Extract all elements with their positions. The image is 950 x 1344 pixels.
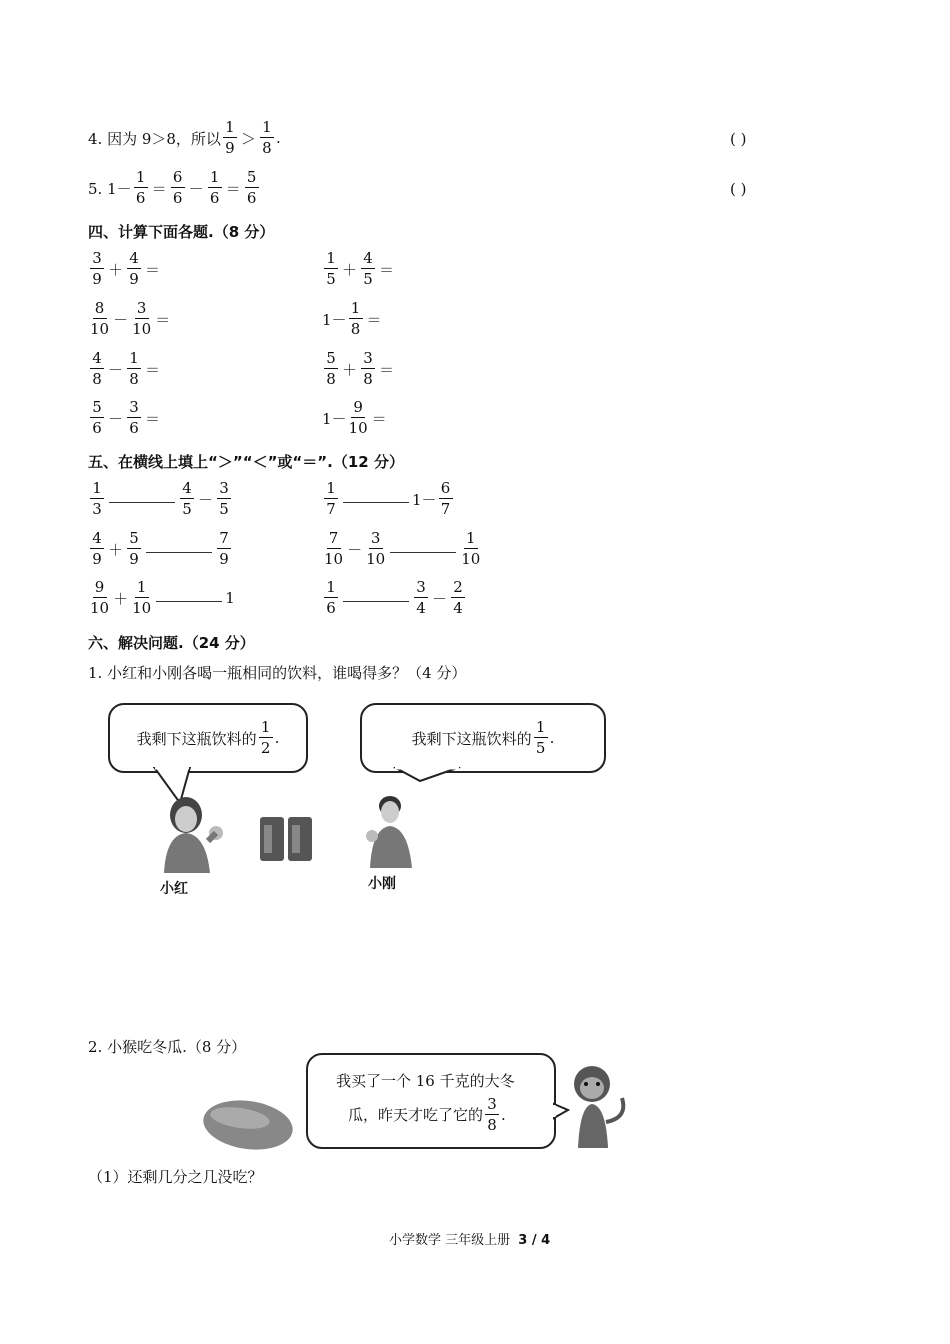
judge-4-prefix: 4. 因为 9＞8，所以 [88, 129, 221, 148]
answer-blank[interactable] [390, 532, 456, 553]
speech-bubble-monkey: 我买了一个 16 千克的大冬 瓜，昨天才吃了它的 $\frac{3}{8}$ . [306, 1053, 556, 1149]
section-5-heading: 五、在横线上填上“＞”“＜”或“＝”.（12 分） [88, 453, 404, 471]
calc-item: $\frac{4}{8}$ － $\frac{1}{8}$ ＝ [88, 351, 162, 387]
answer-blank[interactable] [109, 482, 175, 503]
winter-melon-illustration [200, 1096, 296, 1154]
judge-item-4: 4. 因为 9＞8，所以 $\frac{1}{9}$ ＞ $\frac{1}{8}$ . [88, 118, 281, 157]
footer [389, 1229, 550, 1248]
boy-illustration [360, 792, 420, 868]
fraction: $\frac{1}{9}$ [223, 120, 237, 156]
page-number: 3 / 4 [518, 1233, 551, 1248]
speech-bubble-left: 我剩下这瓶饮料的 $\frac{1}{2}$ . [108, 703, 308, 773]
monkey-illustration [562, 1062, 632, 1148]
calc-item: $\frac{5}{8}$ ＋ $\frac{3}{8}$ ＝ [322, 351, 396, 387]
calc-item: 1－ $\frac{9}{10}$ ＝ [322, 398, 387, 437]
calc-item: $\frac{1}{5}$ ＋ $\frac{4}{5}$ ＝ [322, 251, 396, 287]
answer-blank[interactable] [343, 482, 409, 503]
calc-item: $\frac{5}{6}$ － $\frac{3}{6}$ ＝ [88, 400, 162, 436]
girl-illustration [158, 793, 230, 873]
answer-blank[interactable] [343, 581, 409, 602]
section-6-heading: 六、解决问题.（24 分） [88, 634, 255, 652]
calc-item: $\frac{3}{9}$ ＋ $\frac{4}{9}$ ＝ [88, 251, 162, 287]
compare-item: $\frac{1}{7}$ 1－ $\frac{6}{7}$ [322, 481, 455, 517]
drink-cans-icon [258, 815, 314, 863]
name-right: 小刚 [368, 876, 396, 892]
footer-text: 小学数学 三年级上册 [389, 1233, 511, 1248]
sub-question-1: （1）还剩几分之几没吃？ [88, 1168, 263, 1186]
calc-item: $\frac{8}{10}$ － $\frac{3}{10}$ ＝ [90, 299, 171, 338]
compare-item: $\frac{1}{6}$ $\frac{3}{4}$ － $\frac{2}{4}$ [322, 580, 467, 616]
compare-item: $\frac{1}{3}$ $\frac{4}{5}$ － $\frac{3}{5}$ [88, 481, 233, 517]
answer-paren-5[interactable]: ( ) [730, 180, 747, 198]
name-left: 小红 [160, 881, 188, 897]
calc-item: 1－ $\frac{1}{8}$ ＝ [322, 299, 382, 338]
answer-blank[interactable] [156, 581, 222, 602]
answer-paren-4[interactable]: ( ) [730, 130, 747, 148]
section-4-heading: 四、计算下面各题.（8 分） [88, 223, 275, 241]
problem-1-text: 1. 小红和小刚各喝一瓶相同的饮料，谁喝得多？（4 分） [88, 664, 467, 682]
compare-item: $\frac{9}{10}$ ＋ $\frac{1}{10}$ 1 [90, 578, 235, 617]
fraction: $\frac{1}{8}$ [260, 120, 274, 156]
bubble-tail-right [390, 767, 470, 787]
problem-2-text: 2. 小猴吃冬瓜.（8 分） [88, 1038, 247, 1056]
judge-item-5: 5. 1－ $\frac{1}{6}$ ＝ $\frac{6}{6}$ － $\frac{1}{6}$ ＝ $\frac{5}{6}$ [88, 170, 261, 206]
speech-bubble-right: 我剩下这瓶饮料的 $\frac{1}{5}$ . [360, 703, 606, 773]
answer-blank[interactable] [146, 532, 212, 553]
compare-item: $\frac{4}{9}$ ＋ $\frac{5}{9}$ $\frac{7}{9}$ [88, 531, 233, 567]
compare-item: $\frac{7}{10}$ － $\frac{3}{10}$ $\frac{1}{10}$ [324, 529, 481, 568]
